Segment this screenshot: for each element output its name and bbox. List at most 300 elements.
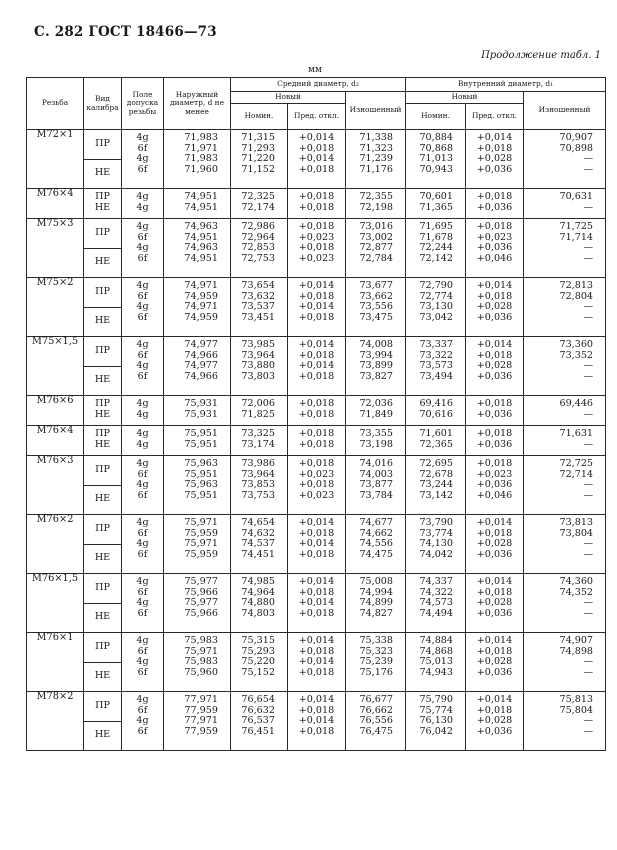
pitch-worn-value: 73,355 — [359, 428, 394, 439]
pitch-limit-dev-value: +0,014 — [298, 635, 335, 646]
outer-diameter-cell — [164, 456, 231, 515]
pitch-nominal-cell — [231, 337, 288, 396]
pitch-worn-value: 75,008 — [359, 576, 394, 587]
col-pitch-new: Новый — [231, 92, 346, 104]
outer-diameter-value: 74,963 — [184, 221, 218, 232]
gauge-go: ПР — [84, 456, 121, 486]
inner-limit-dev-cell — [466, 396, 524, 426]
pitch-worn-cell — [346, 337, 406, 396]
tolerance-field-value: 4g — [136, 242, 149, 254]
inner-nominal-value: 72,774 — [419, 290, 454, 302]
pitch-nominal-value: 74,880 — [241, 597, 275, 609]
pitch-limit-dev-value: +0,018 — [298, 586, 335, 598]
pitch-worn-value: 71,239 — [359, 153, 394, 165]
inner-limit-dev-cell — [466, 692, 524, 751]
inner-limit-dev-value: +0,018 — [476, 349, 513, 361]
inner-nominal-value: 72,142 — [419, 252, 454, 264]
outer-diameter-value: 75,977 — [184, 576, 218, 587]
pitch-limit-dev-cell — [288, 130, 346, 189]
inner-worn-value: 70,907 — [559, 132, 594, 143]
inner-nominal-cell — [406, 426, 466, 456]
inner-worn-value: 74,907 — [559, 635, 594, 646]
outer-diameter-value: 74,963 — [184, 242, 218, 254]
gauge-nogo: НЕ — [94, 256, 111, 268]
inner-nominal-value: 74,337 — [419, 576, 454, 587]
tolerance-field-value: 6f — [137, 666, 148, 678]
outer-diameter-value: 75,959 — [184, 527, 218, 539]
inner-worn-cell — [524, 189, 606, 219]
inner-limit-dev-value: +0,028 — [476, 301, 513, 313]
pitch-worn-cell — [346, 574, 406, 633]
inner-nominal-value: 74,494 — [419, 607, 454, 619]
inner-nominal-value: 72,790 — [419, 280, 454, 291]
tolerance-field-cell — [122, 396, 164, 426]
thread-designation: M76×4 — [27, 189, 84, 219]
pitch-worn-value: 73,899 — [359, 360, 394, 372]
pitch-worn-value: 73,677 — [359, 280, 394, 291]
table-row — [27, 219, 606, 278]
pitch-limit-dev-value: +0,018 — [298, 201, 335, 213]
pitch-worn-value: 72,036 — [359, 398, 394, 409]
inner-nominal-value: 73,244 — [419, 479, 454, 491]
pitch-nominal-value: 73,753 — [241, 489, 275, 501]
inner-worn-value: — — [583, 607, 594, 619]
gauge-go: ПР — [84, 633, 121, 663]
inner-worn-value: 74,360 — [559, 576, 594, 587]
inner-worn-value: — — [583, 715, 594, 727]
inner-worn-cell — [524, 456, 606, 515]
pitch-limit-dev-cell — [288, 189, 346, 219]
pitch-worn-value: 75,323 — [359, 645, 394, 657]
inner-limit-dev-value: +0,018 — [476, 142, 513, 154]
pitch-limit-dev-value: +0,014 — [298, 694, 335, 705]
inner-limit-dev-value: +0,028 — [476, 597, 513, 609]
pitch-worn-value: 74,994 — [359, 586, 394, 598]
inner-limit-dev-value: +0,036 — [476, 607, 513, 619]
outer-diameter-value: 75,931 — [184, 398, 218, 409]
tolerance-field-value: 4g — [136, 191, 149, 202]
outer-diameter-value: 74,971 — [184, 301, 218, 313]
col-inner-nominal: Номин. — [406, 104, 466, 130]
table-continuation-label: Продолжение табл. 1 — [481, 50, 601, 61]
pitch-limit-dev-value: +0,023 — [298, 489, 335, 501]
pitch-worn-value: 75,239 — [359, 656, 394, 668]
pitch-limit-dev-value: +0,018 — [298, 221, 335, 232]
pitch-worn-value: 73,994 — [359, 349, 394, 361]
col-outer-diameter: Наружный диаметр, d не менее — [164, 78, 231, 130]
pitch-limit-dev-cell — [288, 633, 346, 692]
inner-nominal-value: 70,943 — [419, 163, 454, 175]
inner-nominal-value: 70,601 — [419, 191, 454, 202]
inner-nominal-value: 74,868 — [419, 645, 454, 657]
pitch-nominal-value: 73,174 — [241, 438, 275, 450]
gauge-nogo: НЕ — [94, 438, 111, 450]
inner-limit-dev-cell — [466, 515, 524, 574]
inner-limit-dev-value: +0,023 — [476, 468, 513, 480]
outer-diameter-value: 74,966 — [184, 349, 218, 361]
tolerance-field-value: 4g — [136, 538, 149, 550]
table-row — [27, 456, 606, 515]
outer-diameter-value: 75,959 — [184, 548, 218, 560]
gauge-nogo: НЕ — [94, 670, 111, 682]
pitch-worn-value: 72,198 — [359, 201, 394, 213]
inner-nominal-value: 75,790 — [419, 694, 454, 705]
pitch-nominal-value: 72,753 — [241, 252, 275, 264]
tolerance-field-cell — [122, 130, 164, 189]
tolerance-field-value: 4g — [136, 479, 149, 491]
pitch-worn-cell — [346, 633, 406, 692]
tolerance-field-value: 4g — [136, 201, 149, 213]
pitch-nominal-value: 73,654 — [241, 280, 275, 291]
inner-limit-dev-value: +0,036 — [476, 311, 513, 323]
table-body — [27, 130, 606, 751]
outer-diameter-cell — [164, 574, 231, 633]
gauge-go: ПР — [84, 130, 121, 160]
inner-worn-cell — [524, 633, 606, 692]
outer-diameter-value: 75,983 — [184, 656, 218, 668]
table-row — [27, 633, 606, 692]
pitch-nominal-value: 73,964 — [241, 468, 275, 480]
pitch-worn-cell — [346, 219, 406, 278]
inner-worn-value: — — [583, 360, 594, 372]
outer-diameter-cell — [164, 278, 231, 337]
inner-nominal-value: 73,322 — [419, 349, 454, 361]
pitch-limit-dev-value: +0,014 — [298, 576, 335, 587]
tolerance-field-value: 6f — [137, 704, 148, 716]
pitch-worn-value: 76,662 — [359, 704, 394, 716]
gauge-nogo: НЕ — [94, 493, 111, 505]
col-gauge-type: Вид калибра — [84, 78, 122, 130]
outer-diameter-value: 77,971 — [184, 715, 218, 727]
inner-nominal-value: 73,142 — [419, 489, 454, 501]
inner-nominal-cell — [406, 189, 466, 219]
outer-diameter-value: 75,966 — [184, 586, 218, 598]
pitch-nominal-value: 74,451 — [241, 548, 275, 560]
tolerance-field-cell — [122, 456, 164, 515]
gauge-type-cell — [84, 189, 122, 219]
outer-diameter-value: 74,959 — [184, 290, 218, 302]
inner-worn-value: 71,714 — [559, 231, 594, 243]
inner-limit-dev-value: +0,014 — [476, 576, 513, 587]
inner-limit-dev-value: +0,018 — [476, 645, 513, 657]
inner-nominal-cell — [406, 692, 466, 751]
inner-limit-dev-cell — [466, 337, 524, 396]
gauge-type-cell — [84, 574, 122, 633]
pitch-nominal-value: 74,985 — [241, 576, 275, 587]
outer-diameter-cell — [164, 633, 231, 692]
tolerance-field-value: 4g — [136, 656, 149, 668]
pitch-nominal-value: 73,964 — [241, 349, 275, 361]
outer-diameter-value: 75,951 — [184, 489, 218, 501]
inner-nominal-value: 71,365 — [419, 201, 454, 213]
inner-worn-value: — — [583, 725, 594, 737]
pitch-limit-dev-value: +0,018 — [298, 370, 335, 382]
pitch-worn-value: 71,338 — [359, 132, 394, 143]
table-row — [27, 337, 606, 396]
tolerance-field-value: 4g — [136, 398, 149, 409]
pitch-nominal-cell — [231, 692, 288, 751]
outer-diameter-value: 75,971 — [184, 645, 218, 657]
inner-worn-value: 72,804 — [559, 290, 594, 302]
gauge-type-cell — [84, 633, 122, 692]
inner-nominal-cell — [406, 130, 466, 189]
outer-diameter-value: 75,951 — [184, 438, 218, 450]
outer-diameter-value: 75,971 — [184, 517, 218, 528]
inner-limit-dev-cell — [466, 219, 524, 278]
inner-nominal-value: 73,494 — [419, 370, 454, 382]
tolerance-field-value: 6f — [137, 607, 148, 619]
table-row — [27, 130, 606, 189]
tolerance-field-value: 4g — [136, 153, 149, 165]
inner-worn-cell — [524, 574, 606, 633]
gauge-type-cell — [84, 337, 122, 396]
outer-diameter-cell — [164, 692, 231, 751]
pitch-limit-dev-value: +0,018 — [298, 398, 335, 409]
inner-limit-dev-value: +0,036 — [476, 370, 513, 382]
pitch-limit-dev-value: +0,018 — [298, 607, 335, 619]
inner-nominal-value: 72,244 — [419, 242, 454, 254]
inner-nominal-value: 70,616 — [419, 408, 454, 420]
pitch-nominal-cell — [231, 189, 288, 219]
thread-designation: M75×2 — [27, 278, 84, 337]
pitch-nominal-cell — [231, 278, 288, 337]
table-row — [27, 574, 606, 633]
outer-diameter-value: 77,959 — [184, 704, 218, 716]
inner-limit-dev-value: +0,014 — [476, 132, 513, 143]
pitch-nominal-value: 73,853 — [241, 479, 275, 491]
tolerance-field-value: 4g — [136, 301, 149, 313]
tolerance-field-value: 4g — [136, 428, 149, 439]
inner-limit-dev-cell — [466, 130, 524, 189]
inner-limit-dev-value: +0,018 — [476, 290, 513, 302]
outer-diameter-value: 74,971 — [184, 280, 218, 291]
inner-limit-dev-value: +0,036 — [476, 438, 513, 450]
pitch-worn-value: 73,002 — [359, 231, 394, 243]
inner-worn-value: 72,714 — [559, 468, 594, 480]
tolerance-field-value: 4g — [136, 339, 149, 350]
pitch-nominal-value: 72,986 — [241, 221, 275, 232]
inner-limit-dev-value: +0,046 — [476, 252, 513, 264]
unit-label: мм — [308, 65, 323, 75]
pitch-limit-dev-value: +0,018 — [298, 666, 335, 678]
gauge-type-cell — [84, 396, 122, 426]
inner-worn-value: — — [583, 153, 594, 165]
tolerance-field-value: 6f — [137, 725, 148, 737]
pitch-limit-dev-value: +0,023 — [298, 252, 335, 264]
pitch-nominal-value: 76,632 — [241, 704, 275, 716]
inner-limit-dev-value: +0,036 — [476, 408, 513, 420]
inner-limit-dev-value: +0,028 — [476, 538, 513, 550]
col-pitch-nominal: Номин. — [231, 104, 288, 130]
tolerance-field-value: 4g — [136, 221, 149, 232]
inner-worn-cell — [524, 692, 606, 751]
inner-nominal-cell — [406, 278, 466, 337]
pitch-limit-dev-cell — [288, 515, 346, 574]
pitch-worn-value: 73,198 — [359, 438, 394, 450]
inner-limit-dev-cell — [466, 574, 524, 633]
gauge-go: ПР — [95, 191, 110, 202]
thread-designation: M76×1 — [27, 633, 84, 692]
tolerance-field-cell — [122, 633, 164, 692]
outer-diameter-value: 75,983 — [184, 635, 218, 646]
pitch-nominal-value: 73,451 — [241, 311, 275, 323]
pitch-worn-cell — [346, 278, 406, 337]
gauge-type-cell — [84, 219, 122, 278]
tolerance-field-value: 4g — [136, 694, 149, 705]
inner-worn-value: — — [583, 548, 594, 560]
pitch-worn-value: 71,176 — [359, 163, 394, 175]
inner-worn-value: 73,352 — [559, 349, 594, 361]
inner-nominal-value: 74,130 — [419, 538, 454, 550]
inner-limit-dev-value: +0,018 — [476, 704, 513, 716]
tolerance-field-value: 4g — [136, 132, 149, 143]
table-row — [27, 396, 606, 426]
pitch-limit-dev-value: +0,014 — [298, 301, 335, 313]
pitch-worn-value: 74,827 — [359, 607, 394, 619]
gauge-nogo: НЕ — [94, 611, 111, 623]
tolerance-field-value: 4g — [136, 715, 149, 727]
inner-nominal-value: 73,337 — [419, 339, 454, 350]
inner-nominal-value: 71,013 — [419, 153, 454, 165]
pitch-nominal-value: 72,174 — [241, 201, 275, 213]
inner-limit-dev-value: +0,018 — [476, 527, 513, 539]
tolerance-field-cell — [122, 692, 164, 751]
thread-designation: M75×1,5 — [27, 337, 84, 396]
pitch-nominal-value: 73,880 — [241, 360, 275, 372]
inner-worn-value: 70,631 — [559, 191, 594, 202]
gauge-type-cell — [84, 456, 122, 515]
inner-worn-value: 74,352 — [559, 586, 594, 598]
pitch-worn-value: 73,016 — [359, 221, 394, 232]
tolerance-field-cell — [122, 189, 164, 219]
inner-nominal-value: 74,042 — [419, 548, 454, 560]
pitch-worn-cell — [346, 515, 406, 574]
inner-nominal-value: 74,573 — [419, 597, 454, 609]
pitch-limit-dev-cell — [288, 692, 346, 751]
tolerance-field-cell — [122, 515, 164, 574]
pitch-worn-value: 76,677 — [359, 694, 394, 705]
inner-worn-value: 75,804 — [559, 704, 594, 716]
pitch-nominal-value: 74,803 — [241, 607, 275, 619]
outer-diameter-cell — [164, 130, 231, 189]
inner-nominal-cell — [406, 396, 466, 426]
pitch-nominal-value: 71,293 — [241, 142, 275, 154]
tolerance-field-cell — [122, 278, 164, 337]
pitch-worn-value: 73,877 — [359, 479, 394, 491]
col-tolerance-field: Поле допуска резьбы — [122, 78, 164, 130]
pitch-limit-dev-value: +0,018 — [298, 242, 335, 254]
table-row — [27, 692, 606, 751]
pitch-nominal-value: 73,632 — [241, 290, 275, 302]
gauge-type-cell — [84, 515, 122, 574]
inner-worn-value: 71,631 — [559, 428, 594, 439]
pitch-nominal-cell — [231, 515, 288, 574]
pitch-nominal-value: 76,654 — [241, 694, 275, 705]
inner-limit-dev-cell — [466, 456, 524, 515]
col-inner-diameter: Внутренний диаметр, d₁ — [406, 78, 606, 92]
pitch-worn-cell — [346, 692, 406, 751]
outer-diameter-value: 74,977 — [184, 360, 218, 372]
gauge-type-cell — [84, 130, 122, 189]
inner-nominal-value: 72,695 — [419, 458, 454, 469]
pitch-nominal-value: 72,006 — [241, 398, 275, 409]
tolerance-field-value: 6f — [137, 548, 148, 560]
inner-worn-cell — [524, 130, 606, 189]
outer-diameter-value: 77,959 — [184, 725, 218, 737]
inner-nominal-value: 74,943 — [419, 666, 454, 678]
pitch-worn-value: 73,475 — [359, 311, 394, 323]
tolerance-field-value: 6f — [137, 645, 148, 657]
inner-worn-value: 73,813 — [559, 517, 594, 528]
col-pitch-worn: Изношенный — [346, 92, 406, 130]
pitch-nominal-value: 72,964 — [241, 231, 275, 243]
inner-nominal-value: 72,365 — [419, 438, 454, 450]
thread-designation: M78×2 — [27, 692, 84, 751]
pitch-limit-dev-value: +0,014 — [298, 597, 335, 609]
pitch-limit-dev-value: +0,018 — [298, 163, 335, 175]
pitch-nominal-value: 73,325 — [241, 428, 275, 439]
inner-nominal-value: 70,884 — [419, 132, 454, 143]
outer-diameter-value: 71,960 — [184, 163, 218, 175]
outer-diameter-value: 75,960 — [184, 666, 218, 678]
inner-limit-dev-value: +0,028 — [476, 153, 513, 165]
inner-limit-dev-cell — [466, 278, 524, 337]
pitch-worn-value: 73,784 — [359, 489, 394, 501]
tolerance-field-value: 4g — [136, 517, 149, 528]
inner-worn-cell — [524, 337, 606, 396]
inner-worn-value: — — [583, 301, 594, 313]
inner-limit-dev-value: +0,036 — [476, 666, 513, 678]
pitch-nominal-value: 74,964 — [241, 586, 275, 598]
inner-nominal-value: 69,416 — [419, 398, 454, 409]
pitch-worn-cell — [346, 396, 406, 426]
inner-limit-dev-cell — [466, 189, 524, 219]
inner-limit-dev-value: +0,014 — [476, 280, 513, 291]
inner-limit-dev-value: +0,036 — [476, 725, 513, 737]
inner-nominal-value: 76,130 — [419, 715, 454, 727]
inner-limit-dev-value: +0,018 — [476, 191, 513, 202]
inner-nominal-value: 75,774 — [419, 704, 454, 716]
tolerance-field-value: 6f — [137, 231, 148, 243]
inner-limit-dev-value: +0,036 — [476, 201, 513, 213]
pitch-worn-value: 72,784 — [359, 252, 394, 264]
pitch-limit-dev-value: +0,023 — [298, 468, 335, 480]
inner-nominal-cell — [406, 574, 466, 633]
pitch-limit-dev-value: +0,018 — [298, 349, 335, 361]
inner-nominal-value: 71,678 — [419, 231, 454, 243]
tolerance-field-value: 6f — [137, 370, 148, 382]
inner-nominal-cell — [406, 337, 466, 396]
inner-worn-value: — — [583, 408, 594, 420]
pitch-limit-dev-value: +0,014 — [298, 656, 335, 668]
tolerance-field-value: 6f — [137, 290, 148, 302]
inner-nominal-value: 74,322 — [419, 586, 454, 598]
inner-worn-value: — — [583, 597, 594, 609]
inner-worn-value: 71,725 — [559, 221, 594, 232]
pitch-limit-dev-value: +0,018 — [298, 645, 335, 657]
outer-diameter-value: 71,983 — [184, 153, 218, 165]
col-inner-limit-dev: Пред. откл. — [466, 104, 524, 130]
gauge-nogo: НЕ — [94, 729, 111, 741]
inner-worn-value: 70,898 — [559, 142, 594, 154]
pitch-limit-dev-value: +0,018 — [298, 725, 335, 737]
pitch-worn-value: 73,827 — [359, 370, 394, 382]
pitch-limit-dev-value: +0,018 — [298, 438, 335, 450]
pitch-limit-dev-cell — [288, 456, 346, 515]
tolerance-field-value: 6f — [137, 349, 148, 361]
outer-diameter-cell — [164, 426, 231, 456]
pitch-nominal-cell — [231, 456, 288, 515]
